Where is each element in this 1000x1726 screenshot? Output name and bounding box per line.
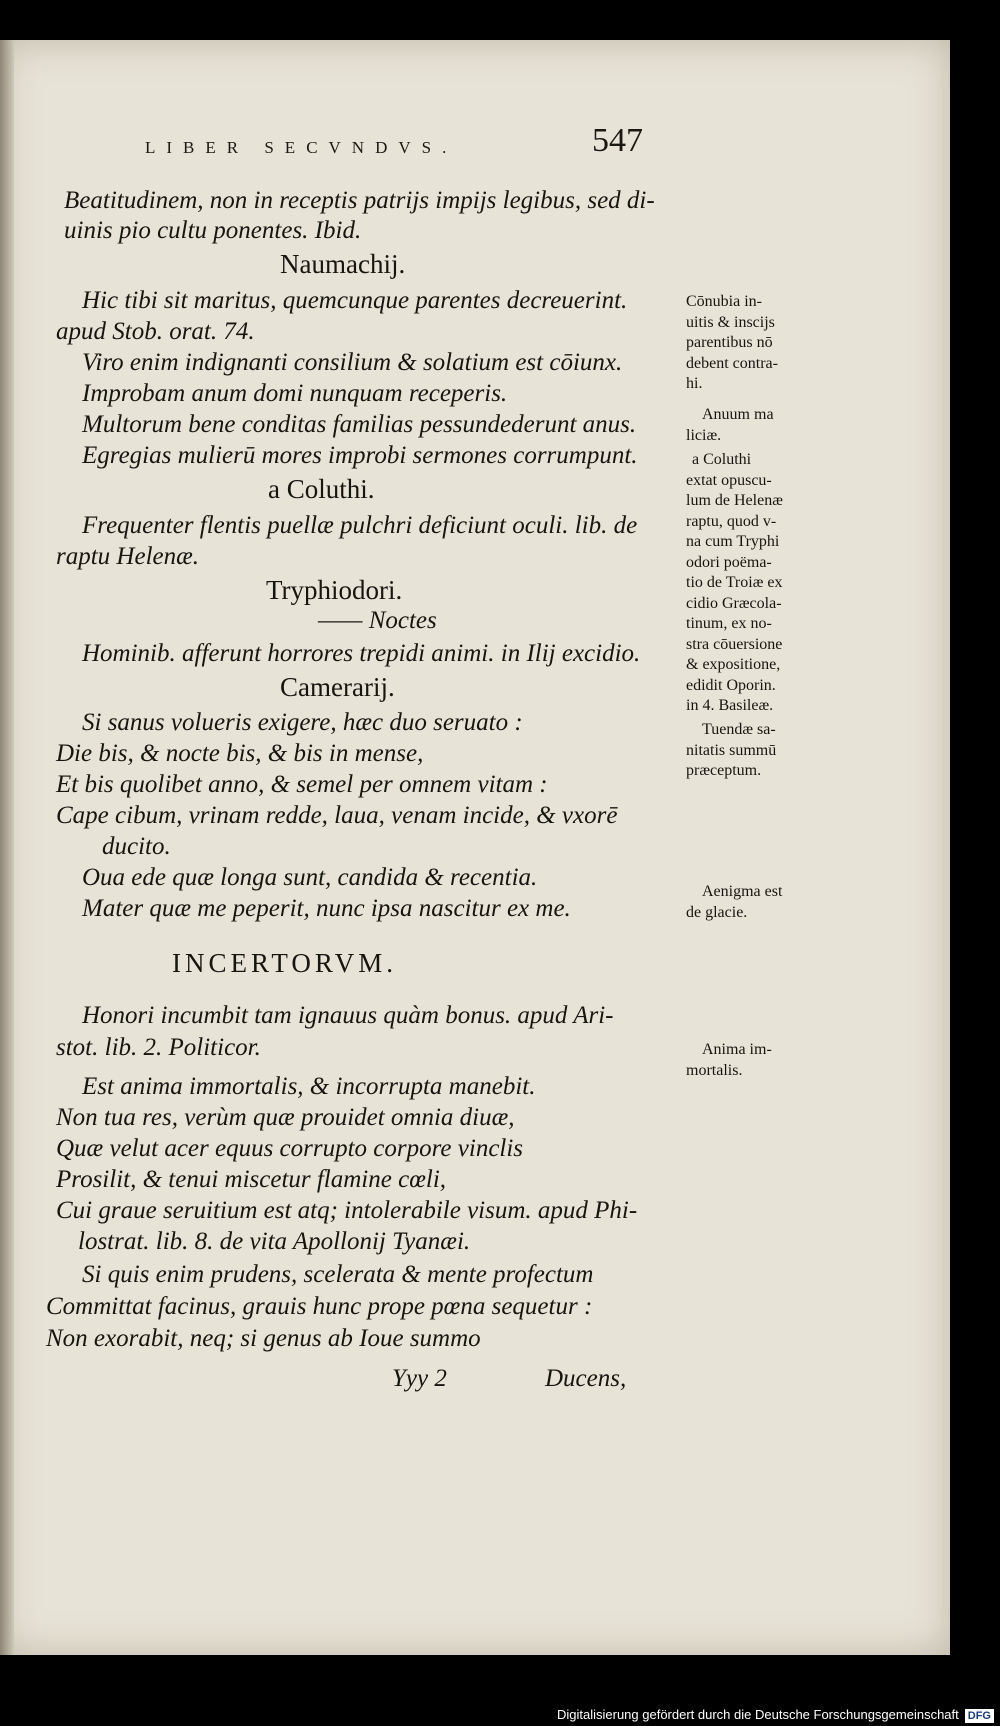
text-line: Die bis, & nocte bis, & bis in mense,: [56, 740, 424, 767]
margin-note: Anima im- mortalis.: [686, 1041, 772, 1079]
section-heading: Tryphiodori.: [266, 575, 403, 605]
section-heading: Camerarij.: [280, 672, 395, 702]
text-line: Viro enim indignanti consilium & solatium est cōiunx.: [82, 349, 623, 376]
margin-note: a Coluthi extat opuscu- lum de Helenæ raptu, quod v- na cum Tryphi odori poëma- tio de Troiæ ex cidio Græcola- tinum, ex no- stra cōuersione & expositione, edidit Oporin. in 4. Basileæ.: [686, 451, 783, 714]
text-line: raptu Helenæ.: [56, 543, 200, 570]
text-line: ducito.: [102, 833, 171, 860]
page-number: 547: [592, 122, 643, 159]
dfg-logo: DFG: [965, 1709, 994, 1723]
text-line: Egregias mulierū mores improbi sermones corrumpunt.: [82, 442, 638, 469]
margin-note: Cōnubia in- uitis & inscijs parentibus nō debent contra- hi.: [686, 293, 778, 392]
text-line: Et bis quolibet anno, & semel per omnem vitam :: [56, 771, 548, 798]
text-line: Quæ velut acer equus corrupto corpore vinclis: [56, 1135, 524, 1162]
text-line: Si sanus volueris exigere, hæc duo seruato :: [82, 709, 523, 736]
text-line: Multorum bene conditas familias pessundederunt anus.: [82, 411, 637, 438]
text-line: Cape cibum, vrinam redde, laua, venam incide, & vxorē: [56, 802, 618, 829]
text-line: —— Noctes: [318, 607, 437, 634]
text-line: Cui graue seruitium est atq; intolerabile visum. apud Phi-: [56, 1197, 638, 1224]
running-title: LIBER SECVNDVS.: [145, 138, 458, 157]
footer-text: Digitalisierung gefördert durch die Deutsche Forschungsgemeinschaft: [556, 1707, 959, 1722]
text-line: Hominib. afferunt horrores trepidi animi. in Ilij excidio.: [82, 640, 641, 667]
text-line: Est anima immortalis, & incorrupta manebit.: [82, 1073, 536, 1100]
text-line: uinis pio cultu ponentes. Ibid.: [64, 217, 362, 244]
text-line: Mater quæ me peperit, nunc ipsa nascitur ex me.: [82, 895, 571, 922]
text-line: Hic tibi sit maritus, quemcunque parentes decreuerint.: [82, 287, 628, 314]
text-line: Prosilit, & tenui miscetur flamine cœli,: [56, 1166, 447, 1193]
text-line: Non tua res, verùm quæ prouidet omnia diuæ,: [56, 1104, 515, 1131]
footer-bar: [0, 1704, 1000, 1726]
margin-note: Tuendæ sa- nitatis summū præceptum.: [686, 721, 777, 779]
section-heading: Naumachij.: [280, 249, 406, 279]
text-line: Honori incumbit tam ignauus quàm bonus. apud Ari-: [82, 1002, 614, 1029]
catchword: Ducens,: [545, 1365, 627, 1392]
section-title: INCERTORVM.: [172, 948, 397, 978]
text-line: lostrat. lib. 8. de vita Apollonij Tyanæi.: [78, 1228, 471, 1255]
text-line: Beatitudinem, non in receptis patrijs impijs legibus, sed di-: [64, 187, 655, 214]
text-line: Committat facinus, grauis hunc prope pœna sequetur :: [46, 1293, 593, 1320]
text-line: Oua ede quæ longa sunt, candida & recentia.: [82, 864, 538, 891]
signature-mark: Yyy 2: [392, 1365, 447, 1392]
text-line: apud Stob. orat. 74.: [56, 318, 255, 345]
book-page: [0, 40, 950, 1655]
margin-note: Anuum ma liciæ.: [686, 406, 774, 444]
text-line: Frequenter flentis puellæ pulchri deficiunt oculi. lib. de: [82, 512, 638, 539]
text-line: stot. lib. 2. Politicor.: [56, 1034, 261, 1061]
text-line: Si quis enim prudens, scelerata & mente profectum: [82, 1261, 594, 1288]
text-line: Non exorabit, neq; si genus ab Ioue summo: [46, 1325, 481, 1352]
margin-note: Aenigma est de glacie.: [686, 883, 783, 921]
text-line: Improbam anum domi nunquam receperis.: [82, 380, 508, 407]
page-gutter: [0, 40, 14, 1655]
section-heading: a Coluthi.: [268, 474, 375, 504]
